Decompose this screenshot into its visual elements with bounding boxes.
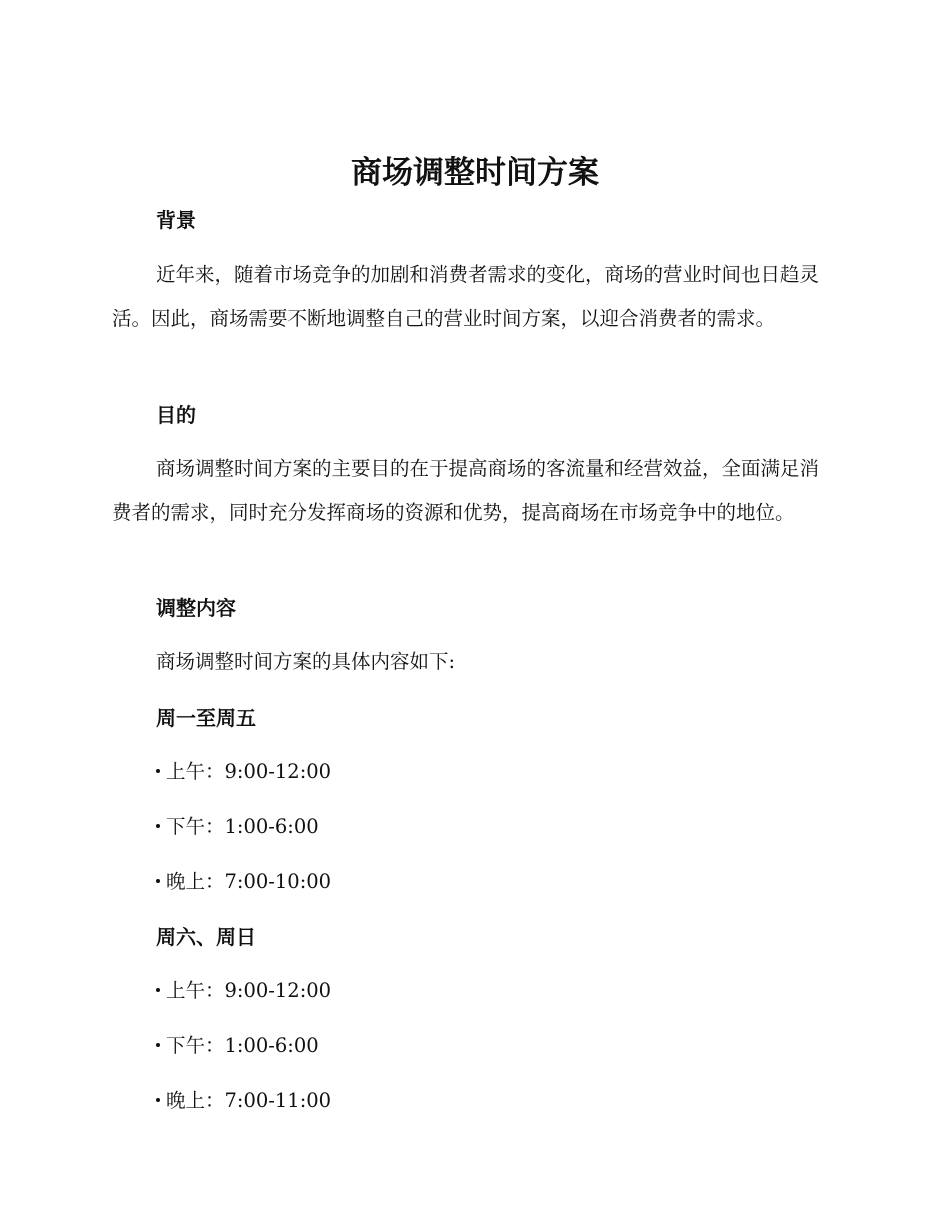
list-item	[156, 1031, 319, 1061]
list-item	[156, 1086, 331, 1116]
list-item	[156, 757, 331, 787]
section-heading-content: 调整内容	[156, 596, 236, 620]
list-item-text: 上午：9:00-12:00	[166, 979, 332, 1002]
section-heading-weekdays: 周一至周五	[156, 706, 256, 730]
list-item	[156, 812, 319, 842]
bullet-icon	[156, 824, 160, 828]
bullet-icon	[156, 1043, 160, 1047]
list-item-text: 下午：1:00-6:00	[166, 1034, 319, 1057]
bullet-icon	[156, 988, 160, 992]
section-heading-background: 背景	[156, 208, 196, 232]
list-item-text: 晚上：7:00-10:00	[166, 870, 332, 893]
document-title: 商场调整时间方案	[351, 155, 599, 191]
list-item	[156, 976, 331, 1006]
section-text-purpose: 商场调整时间方案的主要目的在于提高商场的客流量和经营效益，全面满足消费者的需求，同时充分发挥商场的资源和优势，提高商场在市场竞争中的地位。	[112, 457, 820, 524]
section-heading-weekend: 周六、周日	[156, 925, 256, 949]
bullet-icon	[156, 769, 160, 773]
section-heading-purpose: 目的	[156, 403, 196, 427]
list-item	[156, 867, 331, 897]
list-item-text: 上午：9:00-12:00	[166, 760, 332, 783]
list-item-text: 下午：1:00-6:00	[166, 815, 319, 838]
bullet-icon	[156, 1098, 160, 1102]
section-text-background: 近年来，随着市场竞争的加剧和消费者需求的变化，商场的营业时间也日趋灵活。因此，商场需要不断地调整自己的营业时间方案，以迎合消费者的需求。	[112, 263, 820, 330]
list-item-text: 晚上：7:00-11:00	[166, 1089, 332, 1112]
content-intro: 商场调整时间方案的具体内容如下:	[156, 650, 456, 673]
bullet-icon	[156, 879, 160, 883]
